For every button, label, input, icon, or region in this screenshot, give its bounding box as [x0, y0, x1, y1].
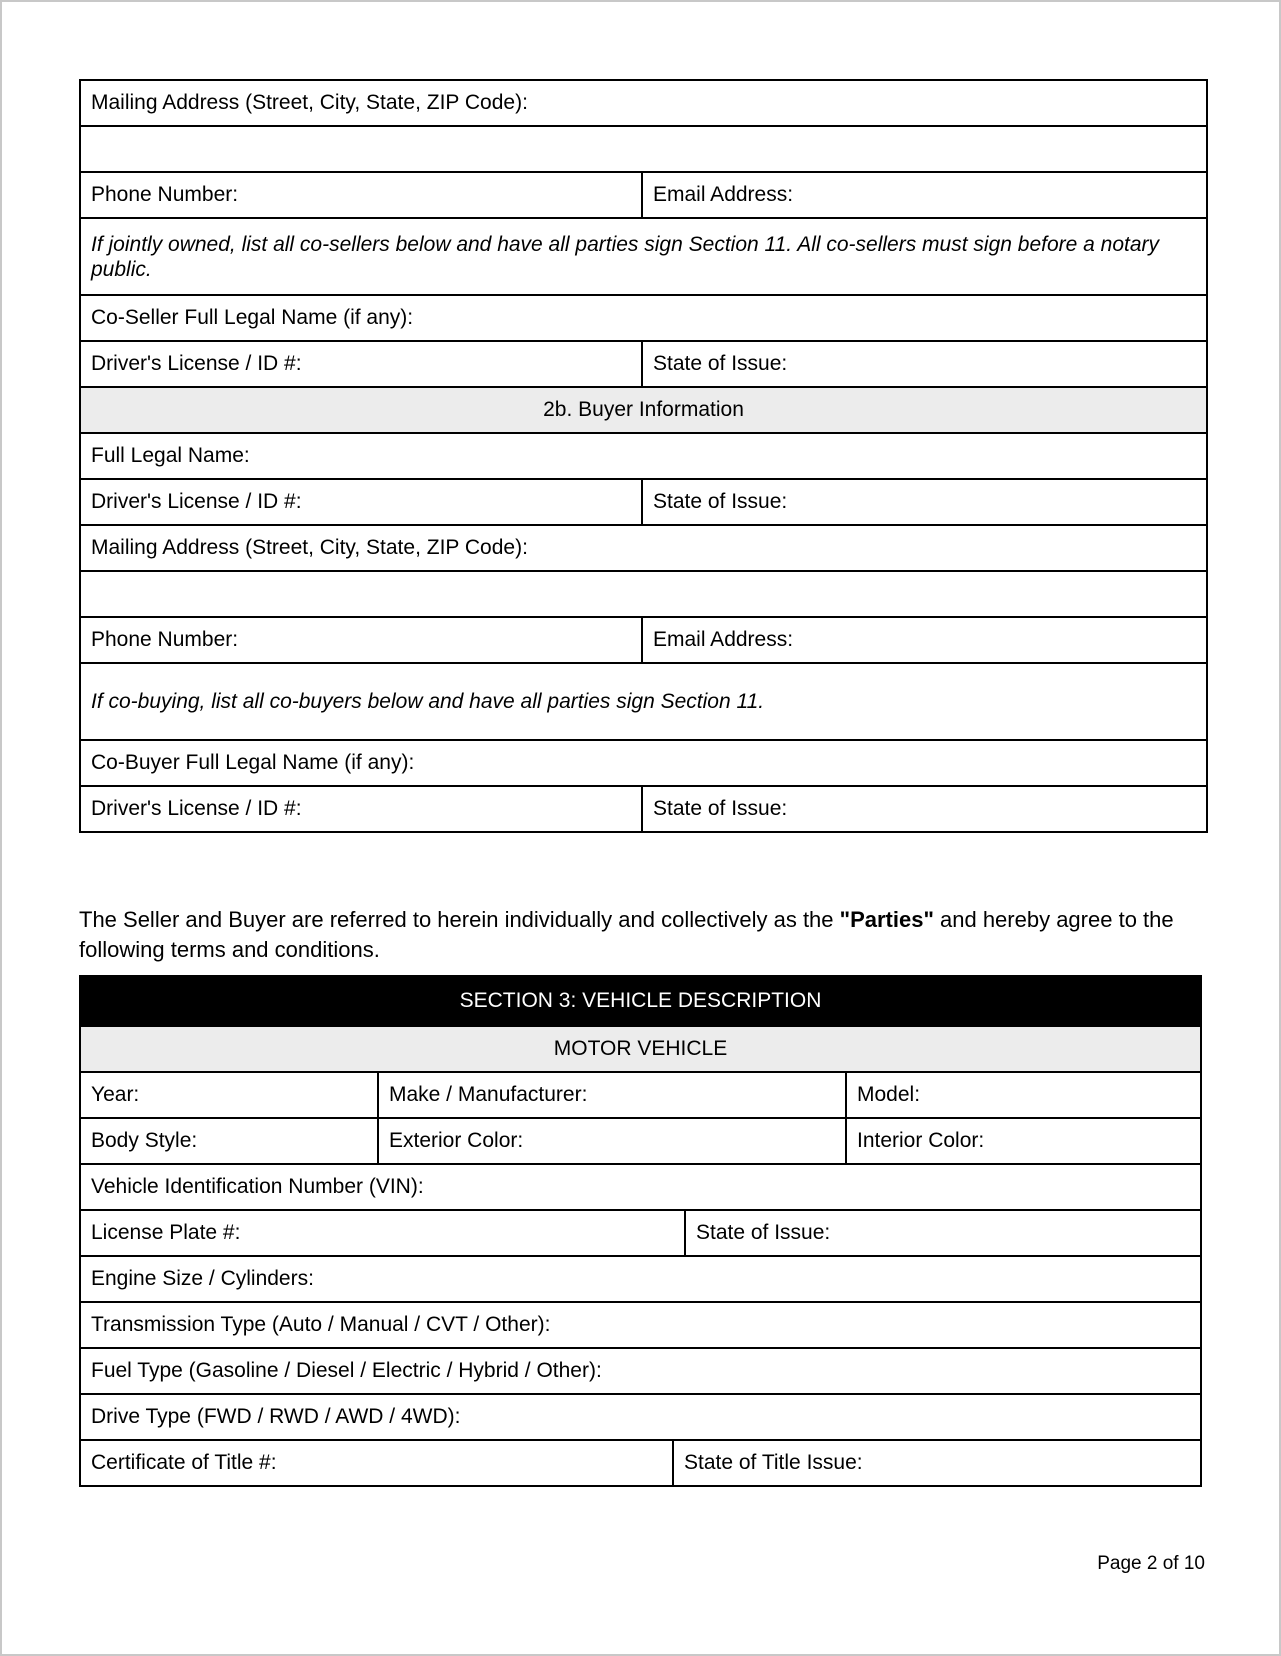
buyer-phone-label[interactable]: Phone Number: — [80, 617, 642, 663]
buyer-email-label[interactable]: Email Address: — [642, 617, 1207, 663]
section-3-title: SECTION 3: VEHICLE DESCRIPTION — [80, 976, 1201, 1026]
motor-vehicle-subheader: MOTOR VEHICLE — [80, 1026, 1201, 1072]
parties-text-before: The Seller and Buyer are referred to herein individually and collectively as the — [79, 907, 840, 932]
buyer-section-header: 2b. Buyer Information — [80, 387, 1207, 433]
drive-type-label[interactable]: Drive Type (FWD / RWD / AWD / 4WD): — [80, 1394, 1201, 1440]
exterior-color-label[interactable]: Exterior Color: — [378, 1118, 846, 1164]
co-buyer-state-label[interactable]: State of Issue: — [642, 786, 1207, 832]
buyer-seller-table — [79, 79, 1208, 833]
co-buyer-name-label[interactable]: Co-Buyer Full Legal Name (if any): — [80, 740, 1207, 786]
co-buyer-license-label[interactable]: Driver's License / ID #: — [80, 786, 642, 832]
model-label[interactable]: Model: — [846, 1072, 1201, 1118]
page-number: Page 2 of 10 — [1097, 1553, 1205, 1574]
title-number-label[interactable]: Certificate of Title #: — [80, 1440, 673, 1486]
interior-color-label[interactable]: Interior Color: — [846, 1118, 1201, 1164]
body-style-label[interactable]: Body Style: — [80, 1118, 378, 1164]
plate-state-label[interactable]: State of Issue: — [685, 1210, 1201, 1256]
parties-term: "Parties" — [839, 907, 934, 932]
transmission-type-label[interactable]: Transmission Type (Auto / Manual / CVT / Other): — [80, 1302, 1201, 1348]
vin-label[interactable]: Vehicle Identification Number (VIN): — [80, 1164, 1201, 1210]
co-seller-state-label[interactable]: State of Issue: — [642, 341, 1207, 387]
parties-text-after: and hereby agree to the following terms and conditions. — [79, 907, 1174, 962]
buyer-name-label[interactable]: Full Legal Name: — [80, 433, 1207, 479]
title-state-label[interactable]: State of Title Issue: — [673, 1440, 1201, 1486]
license-plate-label[interactable]: License Plate #: — [80, 1210, 685, 1256]
co-seller-license-label[interactable]: Driver's License / ID #: — [80, 341, 642, 387]
make-label[interactable]: Make / Manufacturer: — [378, 1072, 846, 1118]
buyer-license-label[interactable]: Driver's License / ID #: — [80, 479, 642, 525]
co-seller-note: If jointly owned, list all co-sellers below and have all parties sign Section 11. All co-sellers must sign before a notary public. — [80, 218, 1207, 295]
year-label[interactable]: Year: — [80, 1072, 378, 1118]
parties-paragraph — [79, 905, 1209, 965]
co-seller-name-label[interactable]: Co-Seller Full Legal Name (if any): — [80, 295, 1207, 341]
buyer-mailing-address-field[interactable] — [80, 571, 1207, 617]
seller-phone-label[interactable]: Phone Number: — [80, 172, 642, 218]
seller-email-label[interactable]: Email Address: — [642, 172, 1207, 218]
vehicle-description-table — [79, 975, 1202, 1487]
co-buyer-note: If co-buying, list all co-buyers below and have all parties sign Section 11. — [80, 663, 1207, 740]
fuel-type-label[interactable]: Fuel Type (Gasoline / Diesel / Electric / Hybrid / Other): — [80, 1348, 1201, 1394]
engine-size-label[interactable]: Engine Size / Cylinders: — [80, 1256, 1201, 1302]
buyer-state-label[interactable]: State of Issue: — [642, 479, 1207, 525]
seller-mailing-address-field[interactable] — [80, 126, 1207, 172]
seller-mailing-address-label: Mailing Address (Street, City, State, ZIP Code): — [80, 80, 1207, 126]
buyer-mailing-address-label: Mailing Address (Street, City, State, ZIP Code): — [80, 525, 1207, 571]
